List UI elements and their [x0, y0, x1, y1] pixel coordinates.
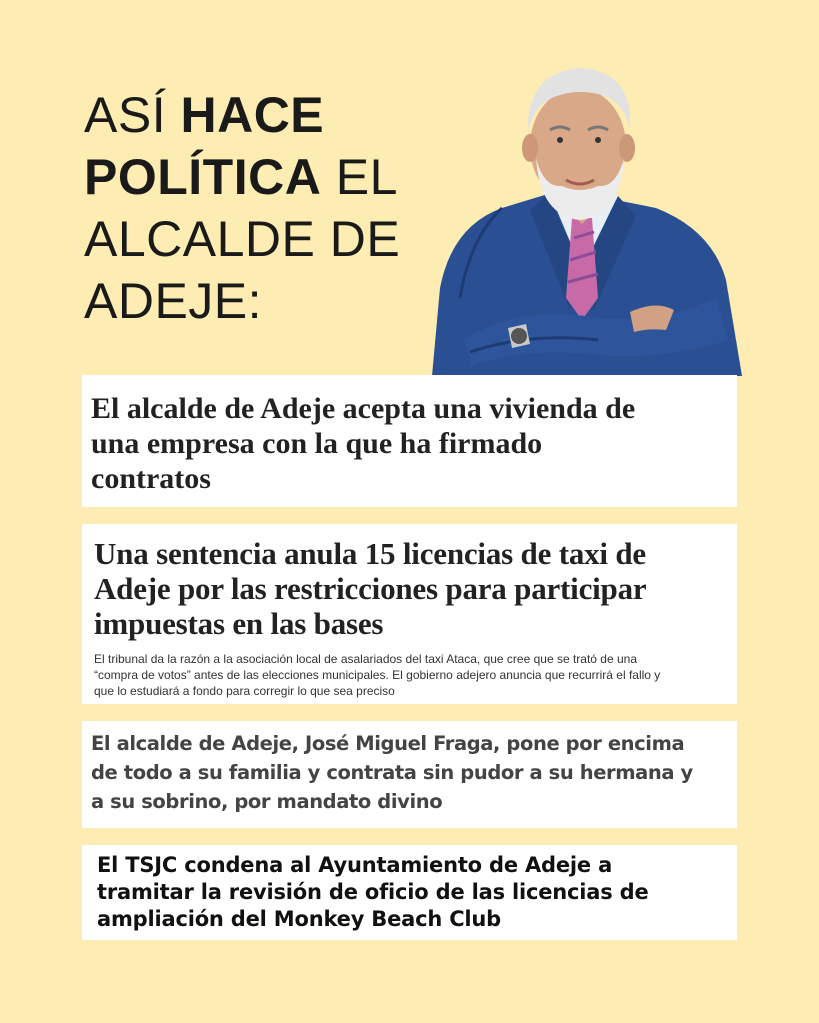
- title-line: El alcalde de Adeje, José Miguel Fraga, pone por encima: [91, 732, 685, 755]
- title-line: Adeje por las restricciones para participar: [94, 571, 647, 606]
- title-line: El TSJC condena al Ayuntamiento de Adeje a: [97, 853, 613, 877]
- news-card-3: [82, 721, 737, 828]
- headline-bold-text: HACE: [180, 87, 325, 143]
- title-line: ampliación del Monkey Beach Club: [97, 907, 502, 931]
- headline-light-text: ASÍ: [84, 87, 181, 143]
- headline-line-1: [84, 84, 484, 146]
- news-card-4: [82, 845, 737, 940]
- mayor-portrait: [430, 48, 742, 376]
- news-card-4-title: [97, 852, 731, 933]
- headline-line-3: ALCALDE DE: [84, 211, 401, 267]
- headline-line-2: [84, 146, 484, 208]
- news-card-1-title: [91, 391, 729, 496]
- headline: [84, 84, 484, 332]
- title-line: contratos: [91, 462, 211, 495]
- subtitle-line: El tribunal da la razón a la asociación local de asalariados del taxi Ataca, que cree que se trató de una: [94, 652, 638, 666]
- headline-light-text: EL: [321, 149, 398, 205]
- news-card-3-title: [91, 729, 729, 816]
- title-line: El alcalde de Adeje acepta una vivienda de: [91, 392, 636, 425]
- subtitle-line: “compra de votos” antes de las elecciones municipales. El gobierno adejero anuncia que recurrirá el fallo y: [94, 668, 661, 682]
- title-line: a su sobrino, por mandato divino: [91, 790, 443, 813]
- headline-line-4: ADEJE:: [84, 273, 263, 329]
- title-line: tramitar la revisión de oficio de las licencias de: [97, 880, 649, 904]
- title-line: una empresa con la que ha firmado: [91, 427, 543, 460]
- news-card-2-subtitle: [94, 651, 729, 699]
- title-line: impuestas en las bases: [94, 606, 384, 641]
- subtitle-line: que lo estudiará a fondo para corregir lo que sea preciso: [94, 684, 395, 698]
- news-card-2: [82, 524, 737, 704]
- title-line: Una sentencia anula 15 licencias de taxi de: [94, 536, 646, 571]
- title-line: de todo a su familia y contrata sin pudor a su hermana y: [91, 761, 693, 784]
- news-card-1: [82, 375, 737, 507]
- headline-bold-text: POLÍTICA: [84, 149, 322, 205]
- news-card-2-title: [94, 536, 729, 641]
